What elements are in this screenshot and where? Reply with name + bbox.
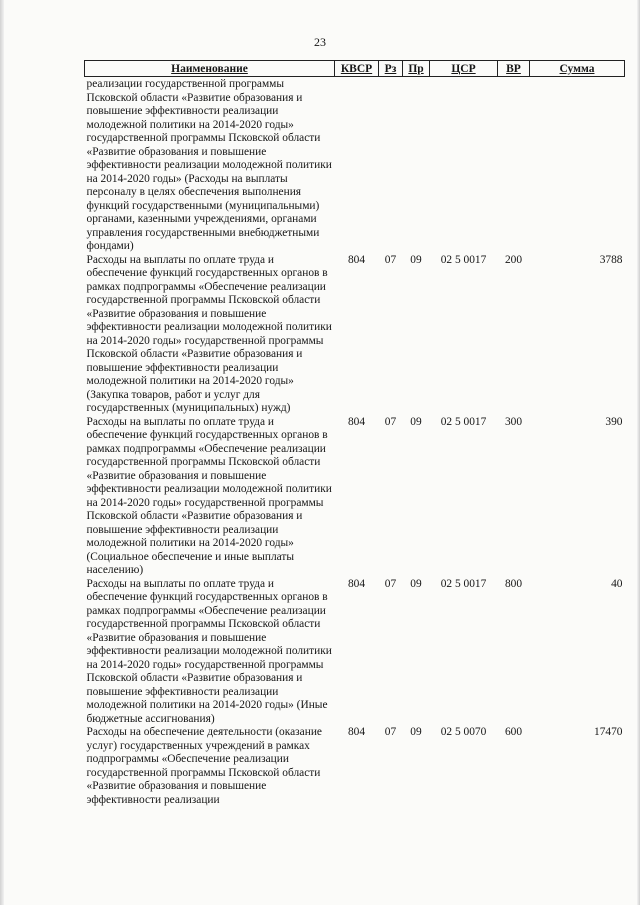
row-csr: 02 5 0070 xyxy=(440,726,487,738)
row-rz: 07 xyxy=(384,726,397,738)
row-kvsr: 804 xyxy=(347,726,366,738)
row-sum: 3788 xyxy=(599,253,623,266)
row-sum: 17470 xyxy=(594,726,623,738)
row-pr: 09 xyxy=(410,726,422,738)
table-row xyxy=(85,726,625,807)
row-csr xyxy=(430,77,498,254)
row-rz: 07 xyxy=(384,415,397,428)
row-kvsr: 804 xyxy=(347,577,366,590)
row-pr: 09 xyxy=(410,415,422,428)
row-name: Расходы на обеспечение деятельности (оказание услуг) государственных учреждений в рамках подпрограммы «Обеспечение реализации государственной программы Псковской области «Развитие образования и повышение эффективности реализации xyxy=(86,726,322,806)
row-vr xyxy=(498,77,530,254)
row-name: реализации государственной программы Псковской области «Развитие образования и повышение эффективности реализации молодежной политики на 2014-2020 годы» государственной программы Псковской области «Развитие образования и повышение эффективности реализации молодежной политики на 2014-2020 годы» (Расходы на выплаты персоналу в целях обеспечения выполнения функций государственными (муниципальными) органами, казенными учреждениями, органами управления государственными внебюджетными фондами) xyxy=(86,78,332,252)
col-header-sum: Сумма xyxy=(530,61,625,77)
col-header-kvsr: КВСР xyxy=(335,61,379,77)
row-csr: 02 5 0017 xyxy=(440,577,487,590)
row-rz: 07 xyxy=(384,253,397,266)
col-header-pr: Пр xyxy=(403,61,430,77)
row-csr: 02 5 0017 xyxy=(440,415,487,428)
row-csr: 02 5 0017 xyxy=(440,253,487,266)
row-sum xyxy=(530,77,625,254)
col-header-vr: ВР xyxy=(498,61,530,77)
row-pr: 09 xyxy=(410,577,422,590)
row-pr xyxy=(403,77,430,254)
row-name: Расходы на выплаты по оплате труда и обеспечение функций государственных органов в рамках подпрограммы «Обеспечение реализации государственной программы Псковской области «Развитие образования и повышение эффективности реализации молодежной политики на 2014-2020 годы» государственной программы Псковской области «Развитие образования и повышение эффективности реализации молодежной политики на 2014-2020 годы» (Иные бюджетные ассигнования) xyxy=(86,577,332,725)
row-pr: 09 xyxy=(410,253,422,266)
table-row xyxy=(85,77,625,254)
page-number: 23 xyxy=(314,35,326,49)
col-header-csr: ЦСР xyxy=(430,61,498,77)
row-kvsr: 804 xyxy=(347,415,366,428)
col-header-name: Наименование xyxy=(85,61,335,77)
table-row xyxy=(85,254,625,416)
row-vr: 300 xyxy=(504,415,523,428)
row-vr: 800 xyxy=(504,577,523,590)
row-name: Расходы на выплаты по оплате труда и обеспечение функций государственных органов в рамках подпрограммы «Обеспечение реализации государственной программы Псковской области «Развитие образования и повышение эффективности реализации молодежной политики на 2014-2020 годы» государственной программы Псковской области «Развитие образования и повышение эффективности реализации молодежной политики на 2014-2020 годы» (Социальное обеспечение и иные выплаты населению) xyxy=(86,415,332,576)
scan-edge-left xyxy=(0,0,4,905)
row-sum: 40 xyxy=(611,577,623,590)
table-row xyxy=(85,416,625,578)
row-name: Расходы на выплаты по оплате труда и обеспечение функций государственных органов в рамках подпрограммы «Обеспечение реализации государственной программы Псковской области «Развитие образования и повышение эффективности реализации молодежной политики на 2014-2020 годы» государственной программы Псковской области «Развитие образования и повышение эффективности реализации молодежной политики на 2014-2020 годы» (Закупка товаров, работ и услуг для государственных (муниципальных) нужд) xyxy=(86,253,332,414)
row-kvsr: 804 xyxy=(347,253,366,266)
budget-table xyxy=(84,60,625,807)
col-header-rz: Рз xyxy=(379,61,403,77)
table-row xyxy=(85,578,625,727)
row-vr: 200 xyxy=(504,253,523,266)
row-sum: 390 xyxy=(605,415,623,428)
row-rz xyxy=(379,77,403,254)
row-rz: 07 xyxy=(384,577,397,590)
table-header-row xyxy=(85,61,625,77)
row-vr: 600 xyxy=(504,726,523,738)
row-kvsr xyxy=(335,77,379,254)
